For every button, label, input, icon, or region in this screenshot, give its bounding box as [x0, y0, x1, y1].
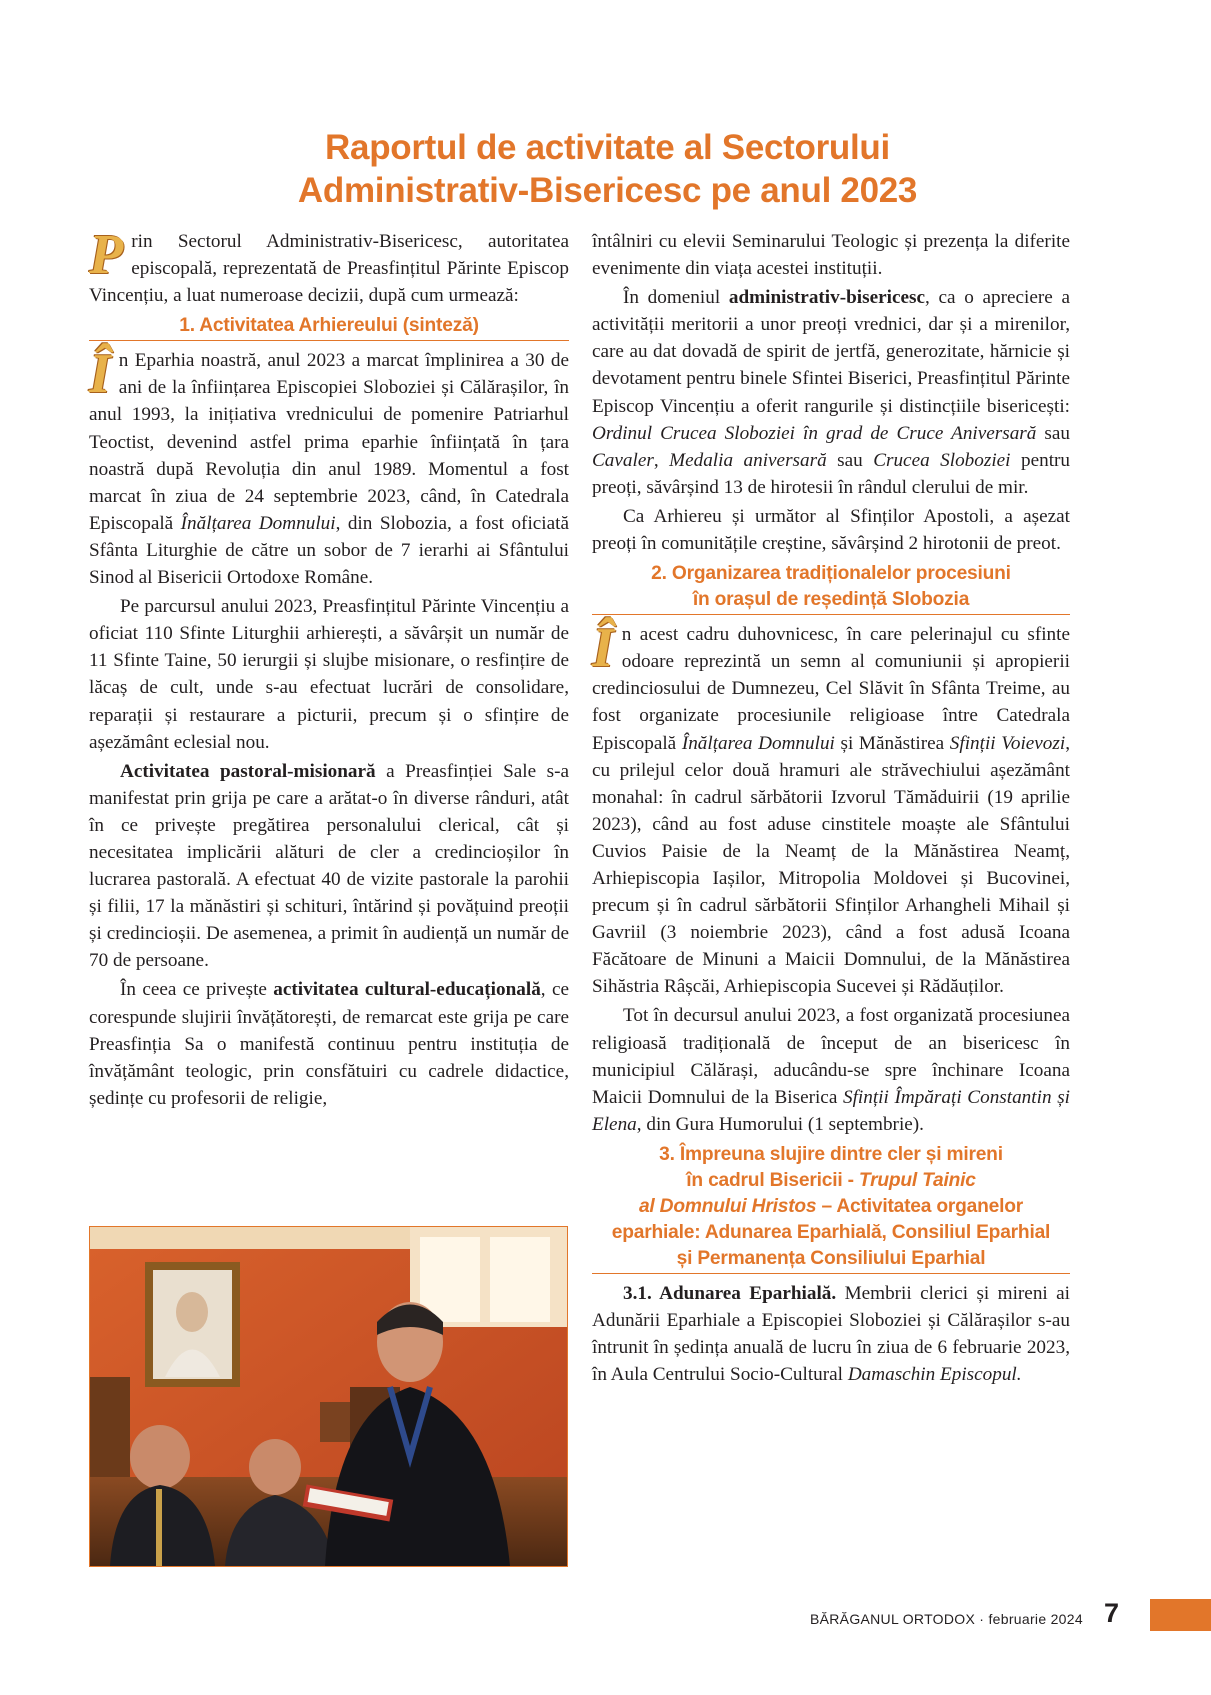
section-heading-3: 3. Împreuna slujire dintre cler și mireni în cadrul Bisericii - Trupul Tainic al Domnului Hristos – Activitatea organelor eparhiale: Adunarea Eparhială, Consiliul Eparhial și Permanența Consiliului Eparhial — [592, 1142, 1070, 1274]
paragraph: 3.1. Adunarea Eparhială. Membrii clerici și mireni ai Adunării Eparhiale a Episcopiei Sloboziei și Călărașilor s-au întrunit în ședința anuală de lucru în ziua de 6 februarie 2023, în Aula Centrului Socio-Cultural Damaschin Episcopul. — [592, 1282, 1070, 1386]
section-heading-2: 2. Organizarea tradiționalelor procesiuni în orașul de reședință Slobozia — [592, 561, 1070, 615]
page-accent-bar — [1150, 1599, 1211, 1631]
title-line-1: Raportul de activitate al Sectorului — [325, 128, 890, 167]
paragraph: În acest cadru duhovnicesc, în care pelerinajul cu sfinte odoare reprezintă un semn al comuniunii și apropierii credinciosului de Dumnezeu, Cel Slăvit în Sfânta Treime, au fost organizate procesiunile religioase între Catedrala Episcopală Înălțarea Domnului și Mănăstirea Sfinții Voievozi, cu prilejul celor două hramuri ale străvechiului așezământ monahal: în cadrul sărbătorii Izvorul Tămăduirii (19 aprilie 2023), când au fost aduse cinstitele moaște ale Sfântului Cuvios Paisie de la Neamț de la Mănăstirea Neamț, Arhiepiscopia Iașilor, Mitropolia Moldovei și Bucovinei, precum și în cadrul sărbătorii Sfinților Arhangheli Mihail și Gavriil (3 noiembrie 2023), când a fost adusă Icoana Făcătoare de Minuni a Maicii Domnului, de la Mănăstirea Sihăstria Râșcăi, Arhiepiscopia Sucevei și Rădăuților. — [592, 617, 1070, 998]
paragraph: întâlniri cu elevii Seminarului Teologic și prezența la diferite evenimente din viața acestei instituții. — [592, 231, 1070, 280]
page-number: 7 — [1104, 1598, 1120, 1628]
article-title — [140, 126, 1075, 212]
intro-paragraph: Prin Sectorul Administrativ-Bisericesc, autoritatea episcopală, reprezentată de Preasfințitul Părinte Episcop Vincențiu, a luat numeroase decizii, după cum urmează: — [89, 224, 569, 307]
drop-cap: P — [89, 224, 124, 286]
paragraph: În domeniul administrativ-bisericesc, ca o apreciere a activității meritorii a unor preoți vrednici, dar și a mirenilor, care au dat dovadă de spirit de jertfă, generozitate, hărnicie și devotament pentru binele Sfintei Biserici, Preasfințitul Părinte Episcop Vincențiu a oferit rangurile și distincțiile bisericești: Ordinul Crucea Sloboziei în grad de Cruce Aniversară sau Cavaler, Medalia aniversară sau Crucea Sloboziei pentru preoți, săvârșind 13 de hirotesii în rândul clerului de mir. — [592, 287, 1071, 498]
left-column — [89, 224, 569, 1112]
paragraph: Pe parcursul anului 2023, Preasfințitul Părinte Vincențiu a oficiat 110 Sfinte Liturghii arhierești, a săvârșit un număr de 11 Sfinte Taine, 50 ierurgii și slujbe misionare, o resfințire de lăcaș de cult, unde s-au efectuat lucrări de consolidare, reparații și restaurare a picturii, precum și o sfințire de așezământ eclesial nou. — [89, 596, 569, 753]
paragraph: În Eparhia noastră, anul 2023 a marcat împlinirea a 30 de ani de la înființarea Episcopiei Sloboziei și Călărașilor, în anul 1993, la inițiativa vrednicului de pomenire Patriarhul Teoctist, devenind astfel prima eparhie înființată în țara noastră după Revoluția din anul 1989. Momentul a fost marcat în ziua de 24 septembrie 2023, când, în Catedrala Episcopală Înălțarea Domnului, din Slobozia, a fost oficiată Sfânta Liturghie de către un sobor de 7 ierarhi ai Sfântului Sinod al Bisericii Ortodoxe Române. — [89, 343, 569, 589]
footer-magazine: BĂRĂGANUL ORTODOX · februarie 2024 — [810, 1611, 1083, 1627]
paragraph: Ca Arhiereu și următor al Sfinților Apostoli, a așezat preoți în comunitățile creștine, săvârșind 2 hirotonii de preot. — [592, 505, 1070, 555]
drop-cap: Î — [89, 343, 111, 406]
section-heading-1: 1. Activitatea Arhiereului (sinteză) — [89, 313, 569, 341]
drop-cap: Î — [592, 617, 614, 680]
title-line-2: Administrativ-Bisericesc pe anul 2023 — [297, 171, 918, 210]
right-column — [592, 228, 1070, 1388]
paragraph: Tot în decursul anului 2023, a fost organizată procesiunea religioasă tradițională de început de an bisericesc în municipiul Călărași, aducându-se spre închinare Icoana Maicii Domnului de la Biserica Sfinții Împărați Constantin și Elena, din Gura Humorului (1 septembrie). — [592, 1005, 1070, 1135]
paragraph: În ceea ce privește activitatea cultural-educațională, ce corespunde slujirii învățătorești, de remarcat este grija pe care Preasfinția Sa o manifestă continuu pentru instituția de învățământ teologic, prin consfătuiri cu cadrele didactice, ședințe cu profesorii de religie, — [89, 979, 569, 1109]
paragraph: Activitatea pastoral-misionară a Preasfinției Sale s-a manifestat prin grija pe care a arătat-o în diverse rânduri, atât în ce privește pregătirea personalului clerical, cât și necesitatea implicării alături de cler a credincioșilor în lucrarea pastorală. A efectuat 40 de vizite pastorale la parohii și filii, 17 la mănăstiri și schituri, întărind și povățuind preoții și credincioșii. De asemenea, a primit în audiență un număr de 70 de persoane. — [89, 760, 569, 972]
article-photo — [89, 1226, 568, 1567]
